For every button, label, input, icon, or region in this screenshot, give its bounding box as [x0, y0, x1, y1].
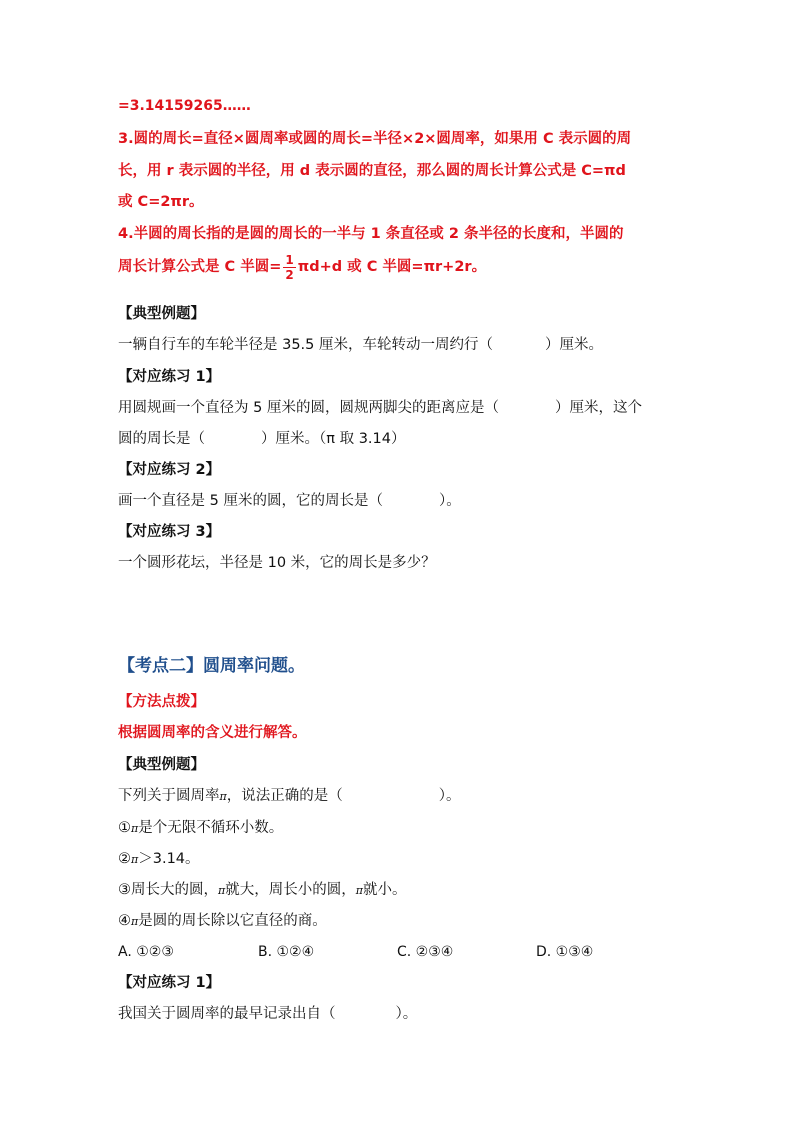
question-post: ，说法正确的是（ — [226, 788, 343, 804]
statement-4 — [118, 911, 327, 932]
question-end: ）。 — [438, 788, 461, 804]
section1-ex1-heading: 【对应练习 1】 — [118, 369, 221, 385]
section2-title: 【考点二】圆周率问题。 — [118, 656, 305, 676]
pi-symbol: π — [131, 822, 139, 835]
option-a[interactable]: A. ①②③ — [118, 944, 174, 960]
section1-ex2-text — [118, 491, 461, 511]
statement-3-mid: 就大，周长小的圆， — [225, 882, 356, 898]
half-fraction — [283, 253, 295, 282]
section2-ex1-text — [118, 1004, 417, 1024]
ex1-line1-pre: 用圆规画一个直径为 5 厘米的圆，圆规两脚尖的距离应是（ — [118, 400, 499, 416]
section1-example-text — [118, 335, 603, 355]
rule3-line3: 或 C=2πr。 — [118, 194, 204, 210]
statement-2 — [118, 849, 200, 870]
statement-4-pre: ④ — [118, 913, 131, 929]
pi-symbol: π — [219, 790, 227, 803]
rule4-line2 — [118, 250, 486, 284]
rule4-line2-post: πd+d 或 C 半圆=πr+2r。 — [297, 259, 487, 275]
rule4-line2-pre: 周长计算公式是 C 半圆= — [118, 259, 282, 275]
pi-digits-line: =3.14159265…… — [118, 98, 251, 114]
option-b[interactable]: B. ①②④ — [258, 944, 315, 960]
statement-1-pre: ① — [118, 820, 131, 836]
ex1-line2-pre: 圆的周长是（ — [118, 431, 205, 447]
statement-1 — [118, 818, 283, 839]
section2-ex1-heading: 【对应练习 1】 — [118, 975, 221, 991]
pi-symbol: π — [131, 915, 139, 928]
option-c[interactable]: C. ②③④ — [397, 944, 454, 960]
section2-method-text: 根据圆周率的含义进行解答。 — [118, 725, 307, 741]
example-text-post: ）厘米。 — [545, 337, 604, 353]
answer-options — [118, 942, 593, 962]
pi-symbol: π — [355, 884, 363, 897]
section1-ex2-heading: 【对应练习 2】 — [118, 462, 221, 478]
statement-3 — [118, 880, 406, 901]
option-d[interactable]: D. ①③④ — [536, 944, 594, 960]
statement-2-pre: ② — [118, 851, 131, 867]
statement-3-pre: ③周长大的圆， — [118, 882, 218, 898]
fraction-numerator: 1 — [285, 252, 294, 267]
section1-ex1-line1 — [118, 398, 642, 418]
fraction-denominator: 2 — [285, 267, 294, 282]
pi-symbol: π — [218, 884, 226, 897]
ex2-text-post: ）。 — [438, 493, 461, 509]
section2-ex1-post: ）。 — [395, 1006, 418, 1022]
section2-question — [118, 786, 460, 807]
section1-ex3-text: 一个圆形花坛，半径是 10 米，它的周长是多少？ — [118, 555, 436, 571]
question-pre: 下列关于圆周率 — [118, 788, 220, 804]
ex1-line2-post: ）厘米。（π 取 3.14） — [261, 431, 406, 447]
rule3-line1: 3.圆的周长=直径×圆周率或圆的周长=半径×2×圆周率，如果用 C 表示圆的周 — [118, 131, 632, 147]
section1-ex1-line2 — [118, 429, 405, 449]
section2-example-heading: 【典型例题】 — [118, 757, 205, 773]
rule3-line2: 长，用 r 表示圆的半径，用 d 表示圆的直径，那么圆的周长计算公式是 C=πd — [118, 163, 626, 179]
example-text-pre: 一辆自行车的车轮半径是 35.5 厘米，车轮转动一周约行（ — [118, 337, 494, 353]
ex1-line1-post: ）厘米，这个 — [554, 400, 642, 416]
rule4-line1: 4.半圆的周长指的是圆的周长的一半与 1 条直径或 2 条半径的长度和，半圆的 — [118, 226, 624, 242]
section2-ex1-pre: 我国关于圆周率的最早记录出自（ — [118, 1006, 336, 1022]
section1-ex3-heading: 【对应练习 3】 — [118, 524, 221, 540]
ex2-text-pre: 画一个直径是 5 厘米的圆，它的周长是（ — [118, 493, 383, 509]
statement-4-post: 是圆的周长除以它直径的商。 — [138, 913, 327, 929]
statement-2-post: ＞3.14。 — [138, 851, 200, 867]
statement-3-end: 就小。 — [362, 882, 407, 898]
section1-example-heading: 【典型例题】 — [118, 306, 205, 322]
statement-1-post: 是个无限不循环小数。 — [138, 820, 284, 836]
section2-method-heading: 【方法点拨】 — [118, 694, 205, 710]
pi-symbol: π — [131, 853, 139, 866]
